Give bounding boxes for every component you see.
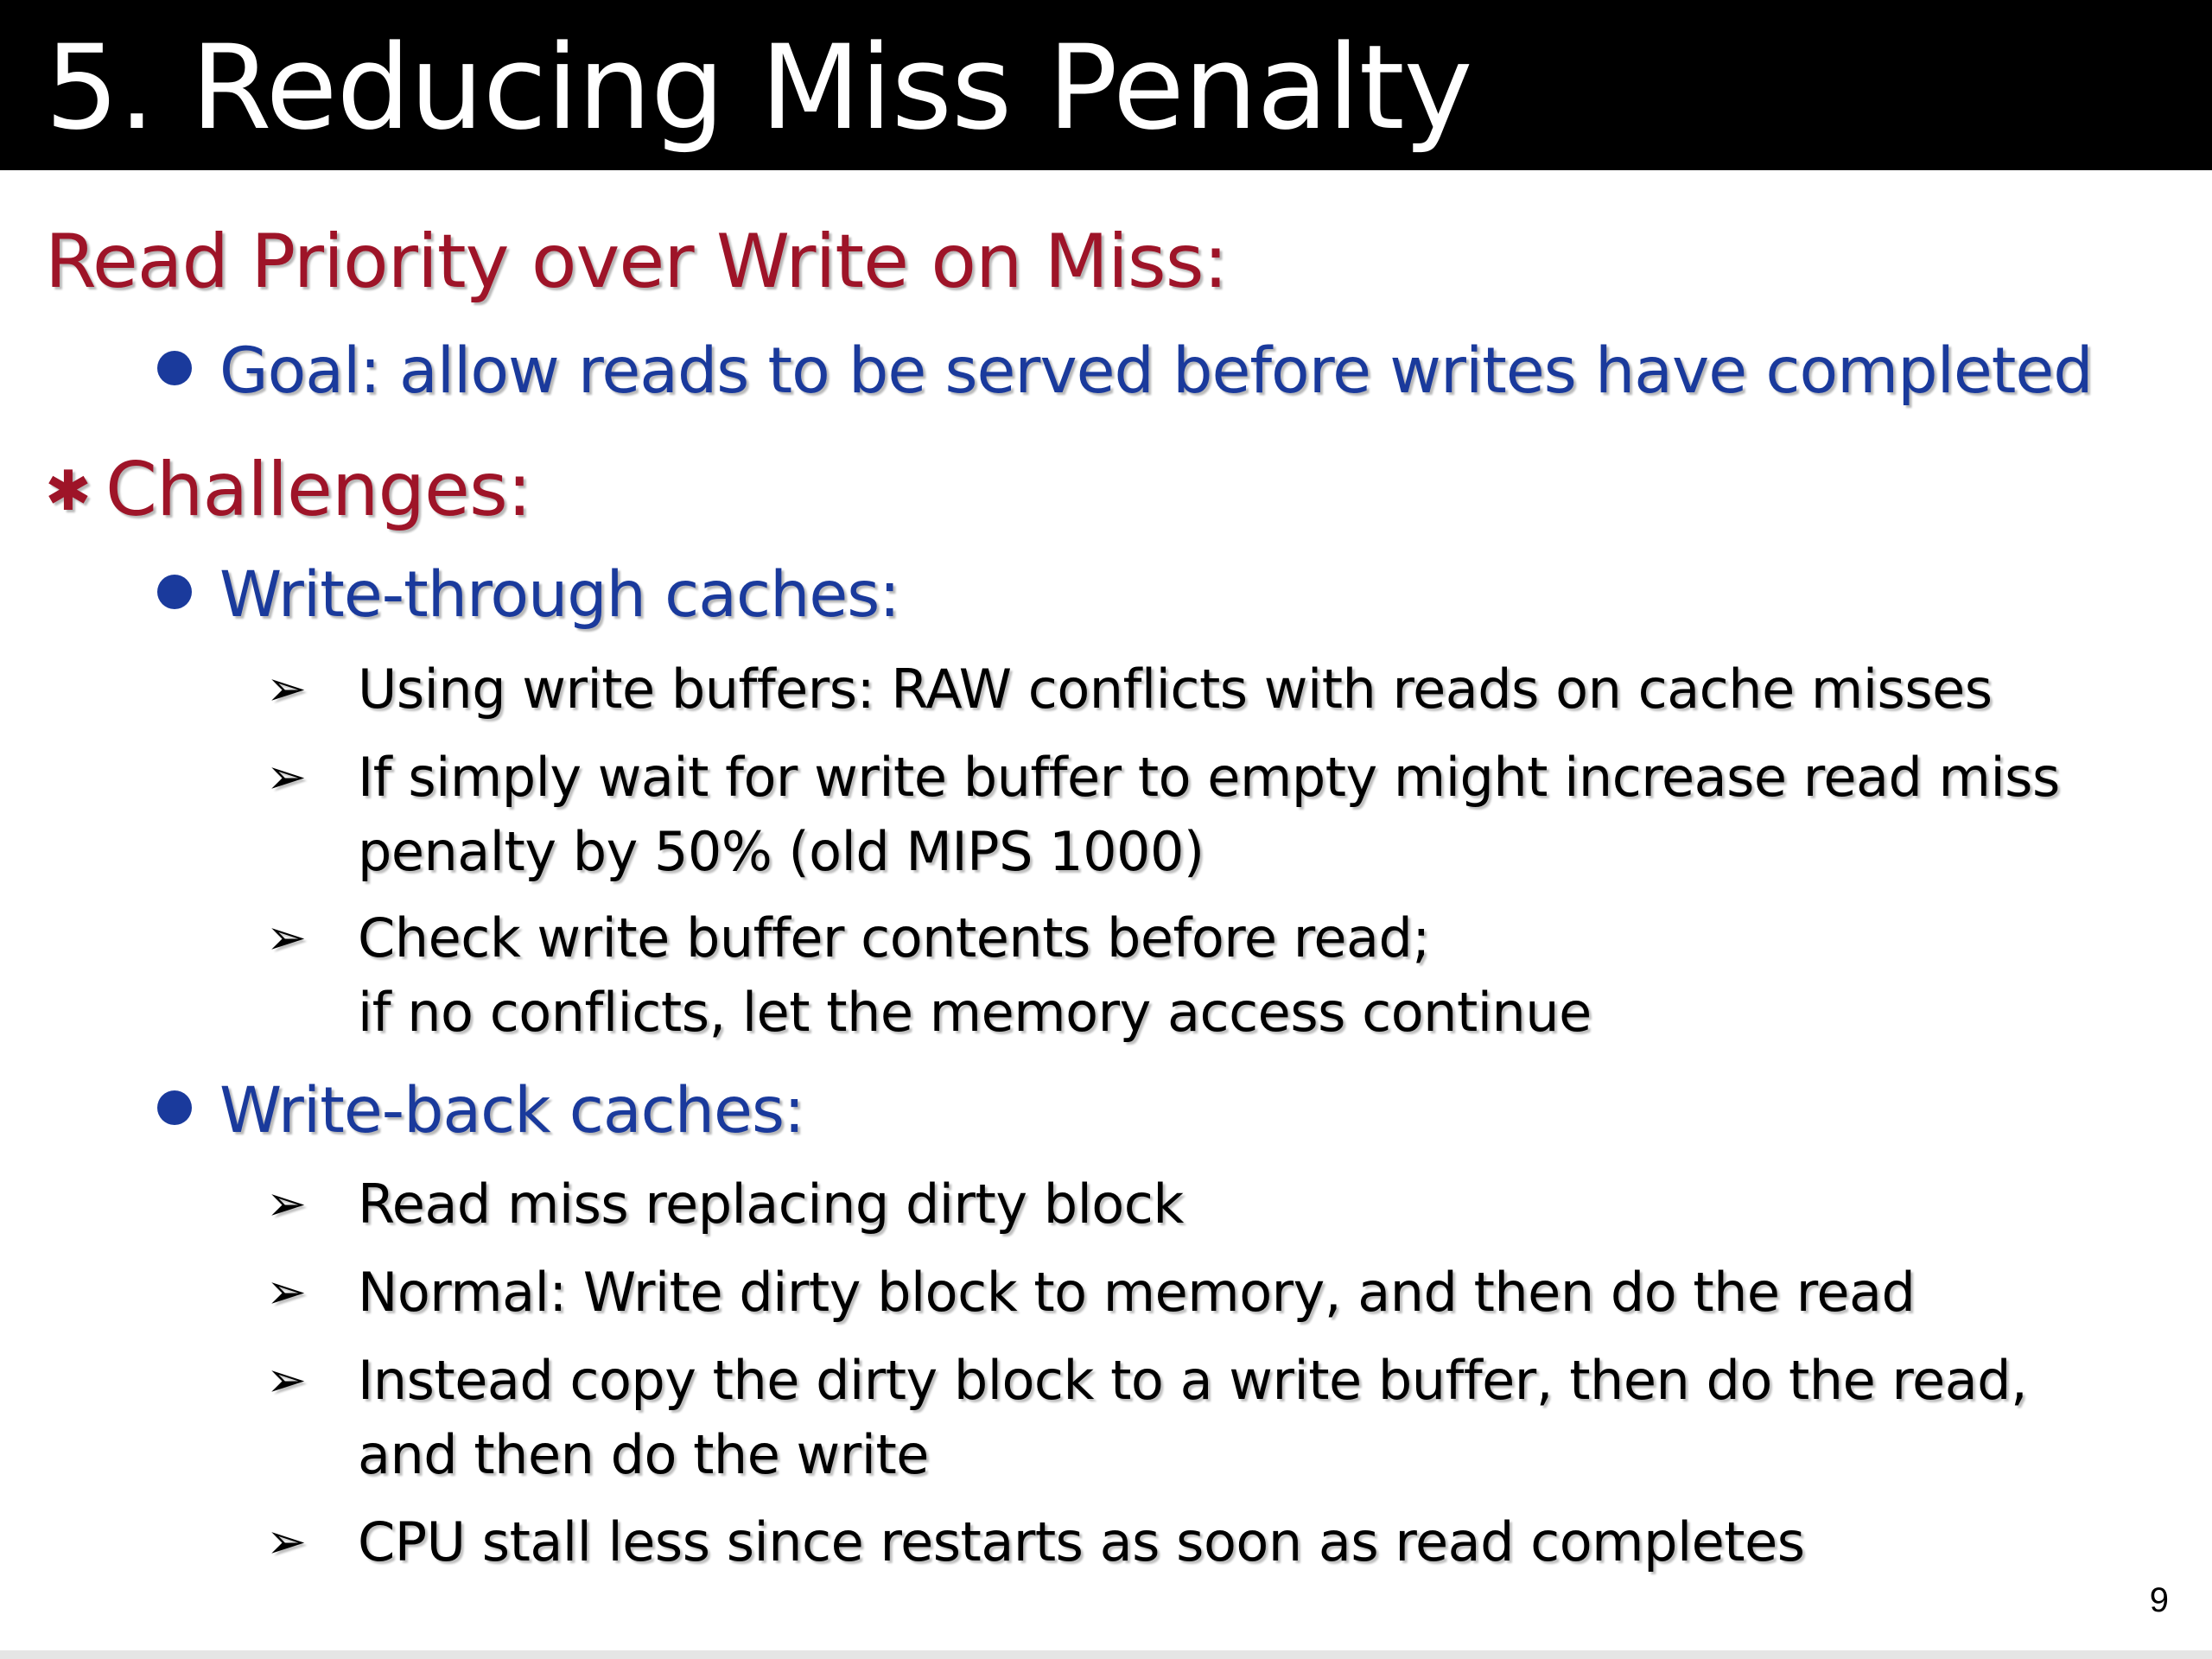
arrow-bullet-icon: ➢ [266,661,307,717]
challenges-text: Challenges: [105,447,531,533]
sub-item-text: CPU stall less since restarts as soon as read completes [358,1510,1805,1573]
arrow-bullet-icon: ➢ [266,749,307,805]
arrow-bullet-icon: ➢ [266,910,307,966]
sub-item-text: Using write buffers: RAW conflicts with reads on cache misses [358,658,1993,721]
write-back-bullet [157,1070,804,1153]
bullet-dot-icon [157,575,192,609]
title-bar [0,0,2212,170]
bottom-divider [0,1650,2212,1659]
sub-item-text: Instead copy the dirty block to a write buffer, then do the read, [358,1349,2028,1412]
asterisk-icon: ✱ [45,460,91,524]
heading-challenges [45,442,531,539]
goal-bullet [157,330,2093,413]
bullet-dot-icon [157,1090,192,1125]
page-number: 9 [2149,1581,2169,1619]
arrow-bullet-icon: ➢ [266,1352,307,1408]
write-back-label: Write-back caches: [219,1074,804,1147]
arrow-bullet-icon: ➢ [266,1176,307,1232]
sub-item-text-cont: if no conflicts, let the memory access continue [358,981,1592,1044]
heading-read-priority: Read Priority over Write on Miss: [45,219,1228,305]
sub-item-text: Normal: Write dirty block to memory, and then do the read [358,1261,1916,1324]
slide-title: 5. Reducing Miss Penalty [45,20,1472,156]
sub-item-text-cont: penalty by 50% (old MIPS 1000) [358,820,1205,883]
write-through-bullet [157,554,899,637]
sub-item-text: If simply wait for write buffer to empty might increase read miss [358,746,2060,809]
arrow-bullet-icon: ➢ [266,1264,307,1320]
write-through-label: Write-through caches: [219,558,899,632]
sub-item-text-cont: and then do the write [358,1423,929,1486]
sub-item-text: Check write buffer contents before read; [358,906,1430,969]
goal-text: Goal: allow reads to be served before writes have completed [219,334,2093,408]
sub-item-text: Read miss replacing dirty block [358,1173,1184,1236]
bullet-dot-icon [157,351,192,385]
arrow-bullet-icon: ➢ [266,1514,307,1570]
